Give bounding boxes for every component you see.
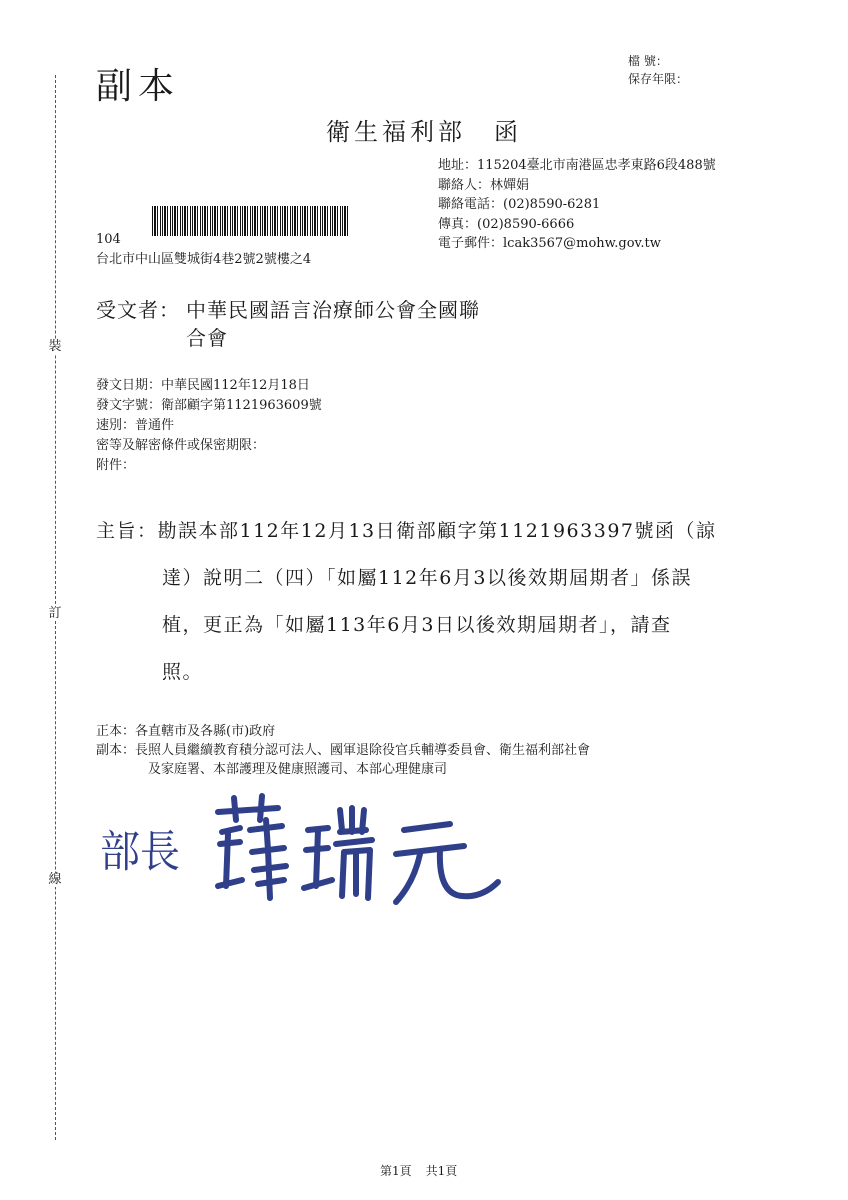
distribution-copy-line1: 副本：長照人員繼續教育積分認可法人、國軍退除役官兵輔導委員會、衛生福利部社會 <box>96 743 591 758</box>
document-type: 函 <box>494 118 522 146</box>
file-number-label: 檔 號： <box>628 54 668 68</box>
handwritten-signature <box>200 790 510 910</box>
retention-label: 保存年限： <box>628 72 689 86</box>
subject-line-1: 主旨：勘誤本部112年12月13日衛部顧字第1121963397號函（諒 <box>96 520 717 542</box>
archive-info <box>628 52 688 88</box>
attachment-label: 附件： <box>96 458 136 473</box>
recipient-name-line1: 中華民國語言治療師公會全國聯 <box>186 298 480 322</box>
agency-name: 衛生福利部 <box>326 118 466 146</box>
issue-date: 發文日期：中華民國112年12月18日 <box>96 378 310 393</box>
contact-fax: 傳真：(02)8590-6666 <box>438 216 575 232</box>
distribution-block <box>96 722 590 779</box>
document-title <box>326 112 522 147</box>
document-number: 發文字號：衛部顧字第1121963609號 <box>96 398 322 413</box>
document-meta <box>96 376 322 476</box>
distribution-copy-line2: 及家庭署、本部護理及健康照護司、本部心理健康司 <box>148 762 448 777</box>
contact-email: 電子郵件：lcak3567@mohw.gov.tw <box>438 236 661 251</box>
page-total: 共1頁 <box>425 1164 458 1178</box>
mailing-address: 台北市中山區雙城街4巷2號2號樓之4 <box>96 252 312 267</box>
mailing-zip: 104 <box>96 232 121 247</box>
contact-address: 地址：115204臺北市南港區忠孝東路6段488號 <box>438 158 716 173</box>
delivery-speed: 速別：普通件 <box>96 418 175 433</box>
subject-line-4: 照。 <box>162 661 204 683</box>
binding-mark-xian: 線 <box>48 872 62 887</box>
mail-barcode <box>152 206 348 236</box>
copy-mark: 副本 <box>96 66 181 107</box>
secrecy-level: 密等及解密條件或保密期限： <box>96 438 266 453</box>
distribution-main: 正本：各直轄市及各縣(市)政府 <box>96 724 276 739</box>
binding-mark-zhuang: 裝 <box>48 339 62 354</box>
page-footer <box>380 1162 457 1179</box>
contact-person: 聯絡人：林嬋娟 <box>438 177 530 193</box>
recipient-label: 受文者： <box>96 298 180 322</box>
subject-line-3: 植，更正為「如屬113年6月3日以後效期屆期者」，請查 <box>162 614 672 636</box>
contact-phone: 聯絡電話：(02)8590-6281 <box>438 197 601 212</box>
minister-title: 部長 <box>100 827 180 878</box>
recipient-name-line2: 合會 <box>186 326 228 350</box>
page-number: 第1頁 <box>380 1164 412 1178</box>
subject-line-2: 達）說明二（四）「如屬112年6月3以後效期屆期者」係誤 <box>162 567 692 589</box>
contact-block <box>438 156 716 254</box>
binding-mark-ding: 訂 <box>48 606 62 621</box>
recipient-block <box>96 296 480 352</box>
subject-block <box>96 508 717 696</box>
